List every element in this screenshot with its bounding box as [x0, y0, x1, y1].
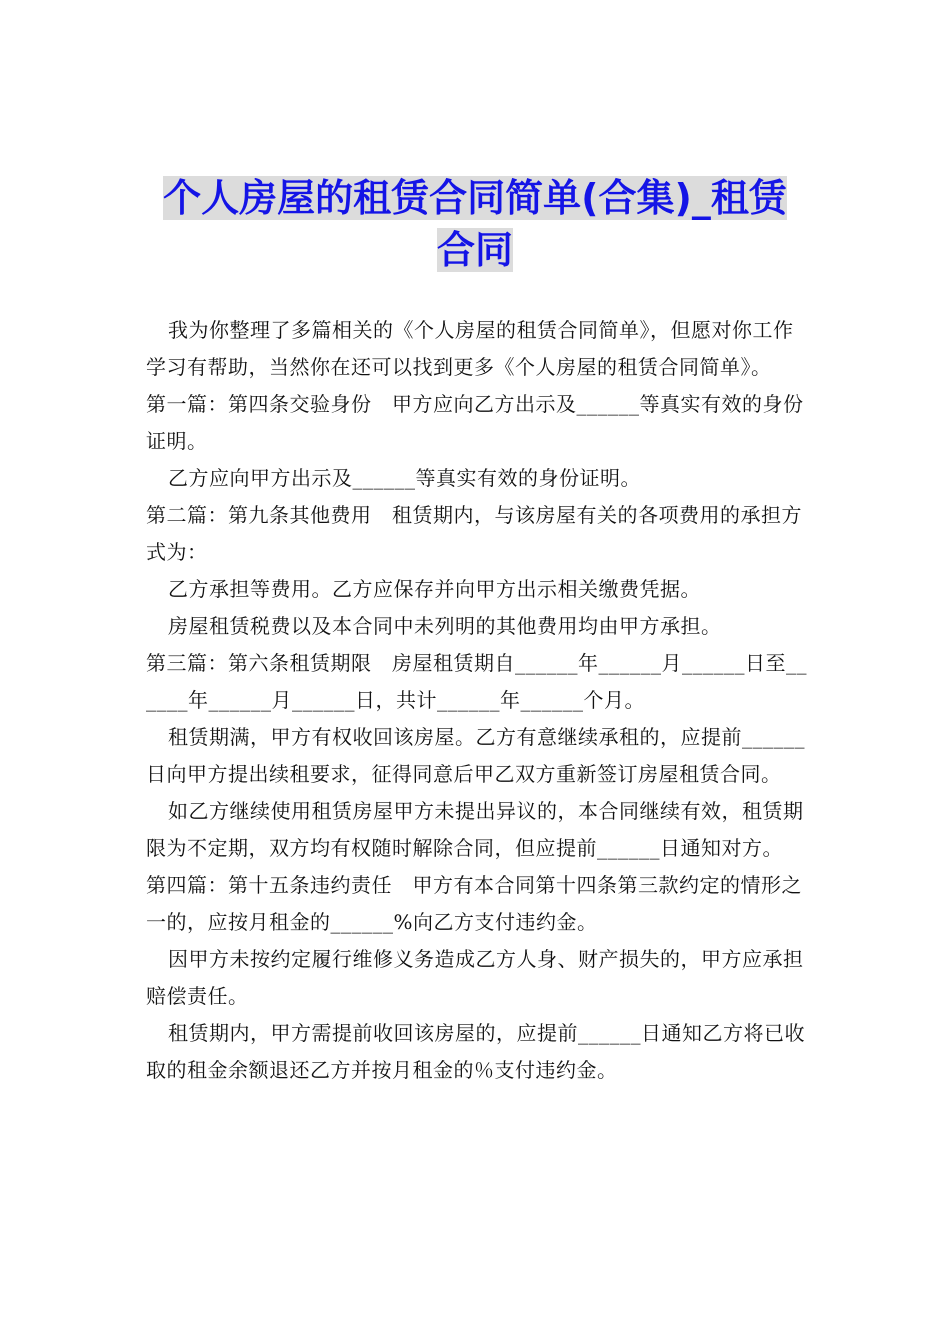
document-title	[150, 172, 800, 276]
paragraph-article-3-detail-a: 租赁期满，甲方有权收回该房屋。乙方有意继续承租的，应提前______日向甲方提出续租要求，征得同意后甲乙双方重新签订房屋租赁合同。	[146, 725, 805, 786]
paragraph-article-4-detail-a: 因甲方未按约定履行维修义务造成乙方人身、财产损失的，甲方应承担赔偿责任。	[146, 947, 804, 1008]
paragraph-article-2-detail-a: 乙方承担等费用。乙方应保存并向甲方出示相关缴费凭据。	[168, 577, 701, 601]
paragraph-article-2-detail-b: 房屋租赁税费以及本合同中未列明的其他费用均由甲方承担。	[168, 614, 722, 638]
paragraph-article-3-detail-b: 如乙方继续使用租赁房屋甲方未提出异议的，本合同继续有效，租赁期限为不定期，双方均有权随时解除合同，但应提前______日通知对方。	[146, 799, 804, 860]
paragraph-article-4: 第四篇：第十五条违约责任 甲方有本合同第十四条第三款约定的情形之一的，应按月租金的______%向乙方支付违约金。	[146, 873, 802, 934]
document-title-text: 个人房屋的租赁合同简单(合集)_租赁合同	[163, 176, 787, 272]
paragraph-intro: 我为你整理了多篇相关的《个人房屋的租赁合同简单》，但愿对你工作学习有帮助，当然你在还可以找到更多《个人房屋的租赁合同简单》。	[146, 318, 794, 379]
paragraph-article-2: 第二篇：第九条其他费用 租赁期内，与该房屋有关的各项费用的承担方式为：	[146, 503, 802, 564]
paragraph-article-3: 第三篇：第六条租赁期限 房屋租赁期自______年______月______日至______年______月______日，共计______年______个月。	[146, 651, 807, 712]
paragraph-article-1: 第一篇：第四条交验身份 甲方应向乙方出示及______等真实有效的身份证明。	[146, 392, 804, 453]
paragraph-article-4-detail-b: 租赁期内，甲方需提前收回该房屋的，应提前______日通知乙方将已收取的租金余额退还乙方并按月租金的％支付违约金。	[146, 1021, 805, 1082]
paragraph-article-1-detail: 乙方应向甲方出示及______等真实有效的身份证明。	[168, 466, 641, 490]
document-body	[146, 312, 808, 1089]
